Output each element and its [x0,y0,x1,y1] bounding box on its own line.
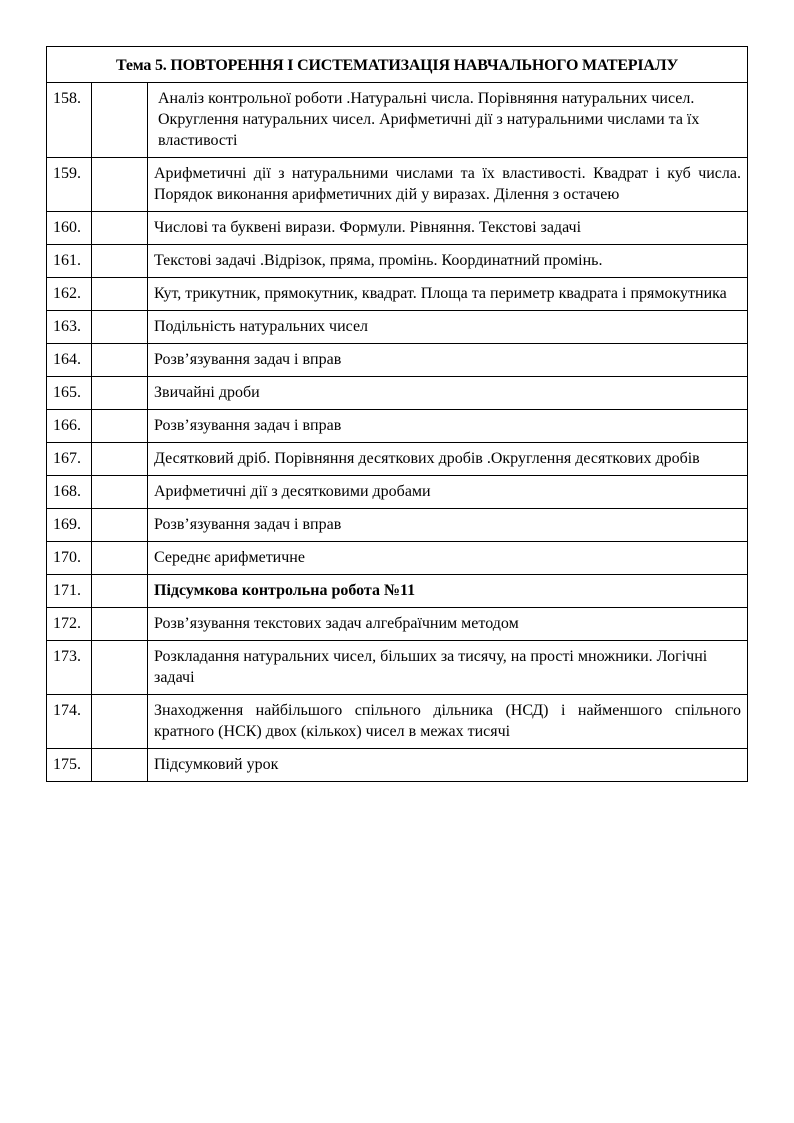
table-row [47,542,748,575]
table-row [47,158,748,212]
lesson-topic: Розв’язування задач і вправ [148,509,748,542]
lesson-topic: Середнє арифметичне [148,542,748,575]
lesson-date [92,509,148,542]
table-row [47,509,748,542]
lesson-date [92,311,148,344]
lesson-date [92,695,148,749]
table-row [47,377,748,410]
lesson-date [92,212,148,245]
table-row [47,410,748,443]
lesson-topic: Арифметичні дії з десятковими дробами [148,476,748,509]
lesson-number: 172. [47,608,92,641]
lesson-number: 167. [47,443,92,476]
section-title: Тема 5. ПОВТОРЕННЯ І СИСТЕМАТИЗАЦІЯ НАВЧАЛЬНОГО МАТЕРІАЛУ [47,47,748,83]
table-row [47,344,748,377]
lesson-date [92,476,148,509]
lesson-topic: Текстові задачі .Відрізок, пряма, промінь. Координатний промінь. [148,245,748,278]
table-row [47,311,748,344]
lesson-number: 168. [47,476,92,509]
lesson-date [92,377,148,410]
lesson-topic: Десятковий дріб. Порівняння десяткових дробів .Округлення десяткових дробів [148,443,748,476]
lesson-date [92,245,148,278]
lesson-topic: Підсумкова контрольна робота №11 [148,575,748,608]
lesson-topic: Підсумковий урок [148,749,748,782]
lesson-date [92,410,148,443]
table-row [47,443,748,476]
table-row [47,245,748,278]
lesson-number: 159. [47,158,92,212]
lesson-plan-table [46,46,748,782]
lesson-topic: Аналіз контрольної роботи .Натуральні числа. Порівняння натуральних чисел. Округлення натуральних чисел. Арифметичні дії з натуральними числами та їх властивості [148,83,748,158]
lesson-topic: Подільність натуральних чисел [148,311,748,344]
lesson-number: 174. [47,695,92,749]
lesson-number: 165. [47,377,92,410]
lesson-topic: Розв’язування задач і вправ [148,344,748,377]
lesson-number: 163. [47,311,92,344]
table-row [47,575,748,608]
table-row [47,641,748,695]
document-page [46,46,747,782]
lesson-number: 160. [47,212,92,245]
table-row [47,278,748,311]
lesson-date [92,542,148,575]
lesson-date [92,749,148,782]
table-row [47,695,748,749]
lesson-topic: Розв’язування задач і вправ [148,410,748,443]
lesson-number: 166. [47,410,92,443]
lesson-date [92,344,148,377]
lesson-number: 161. [47,245,92,278]
lesson-date [92,641,148,695]
lesson-number: 169. [47,509,92,542]
table-row [47,83,748,158]
lesson-number: 164. [47,344,92,377]
lesson-number: 158. [47,83,92,158]
table-row [47,749,748,782]
lesson-date [92,575,148,608]
lesson-topic: Знаходження найбільшого спільного дільника (НСД) і найменшого спільного кратного (НСК) двох (кількох) чисел в межах тисячі [148,695,748,749]
lesson-date [92,608,148,641]
lesson-topic: Розв’язування текстових задач алгебраїчним методом [148,608,748,641]
lesson-number: 170. [47,542,92,575]
table-row [47,212,748,245]
lesson-topic: Звичайні дроби [148,377,748,410]
lesson-date [92,158,148,212]
table-row [47,476,748,509]
lesson-date [92,443,148,476]
lesson-number: 173. [47,641,92,695]
lesson-topic: Числові та буквені вирази. Формули. Рівняння. Текстові задачі [148,212,748,245]
table-row [47,608,748,641]
lesson-number: 175. [47,749,92,782]
lesson-topic: Арифметичні дії з натуральними числами та їх властивості. Квадрат і куб числа. Порядок виконання арифметичних дій у виразах. Ділення з остачею [148,158,748,212]
lesson-date [92,278,148,311]
section-header-row [47,47,748,83]
lesson-date [92,83,148,158]
lesson-topic: Кут, трикутник, прямокутник, квадрат. Площа та периметр квадрата і прямокутника [148,278,748,311]
lesson-number: 162. [47,278,92,311]
lesson-number: 171. [47,575,92,608]
lesson-topic: Розкладання натуральних чисел, більших за тисячу, на прості множники. Логічні задачі [148,641,748,695]
